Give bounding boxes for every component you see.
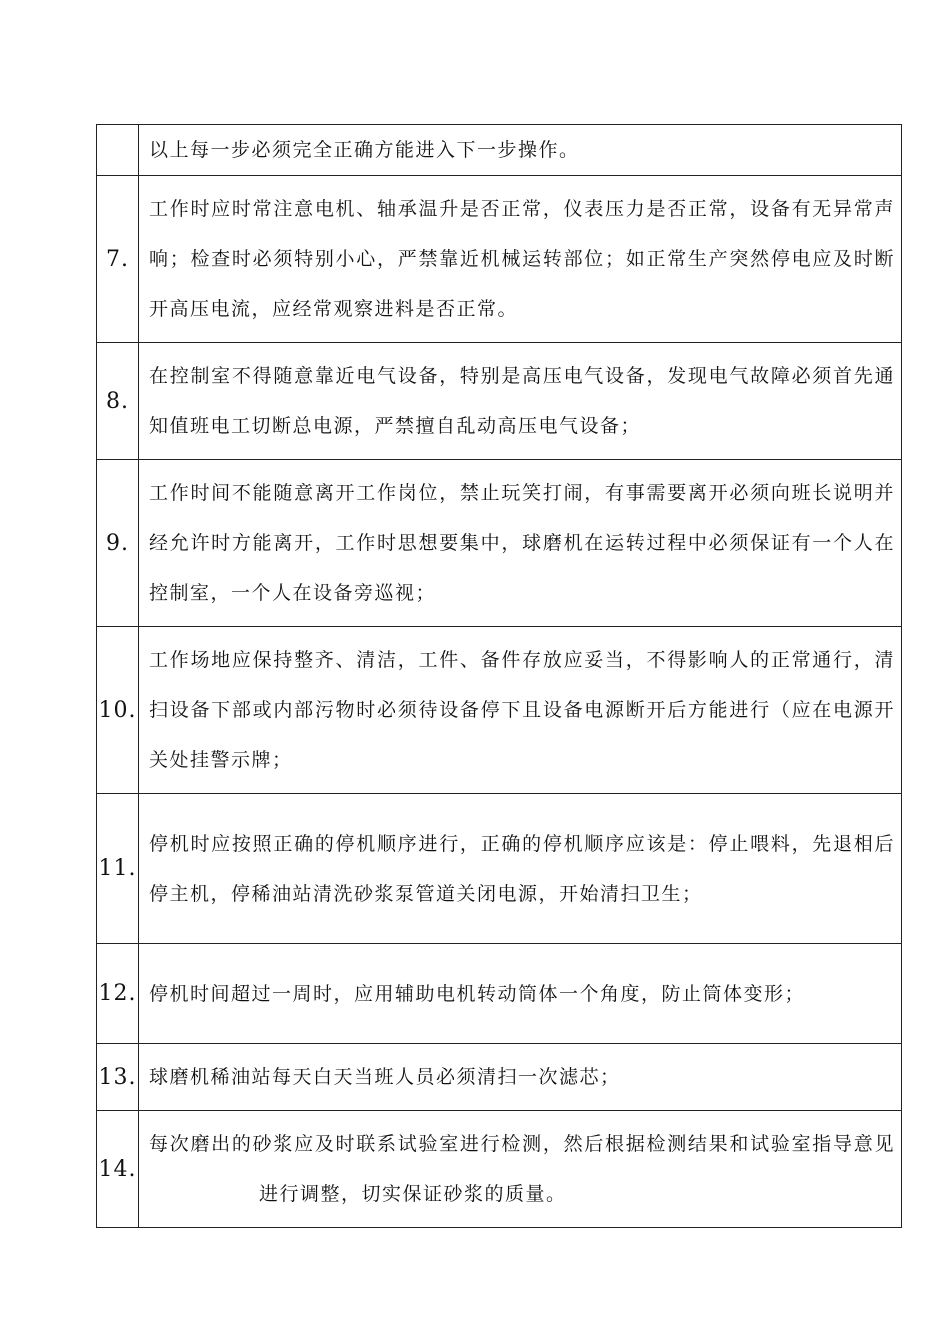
- row-text: 以上每一步必须完全正确方能进入下一步操作。: [139, 125, 902, 176]
- row-number: [97, 125, 139, 176]
- row-text-part-b: 进行调整，切实保证砂浆的质量。: [259, 1183, 567, 1205]
- row-text: 工作时间不能随意离开工作岗位，禁止玩笑打闹，有事需要离开必须向班长说明并经允许时方能离开，工作时思想要集中，球磨机在运转过程中必须保证有一个人在控制室，一个人在设备旁巡视；: [139, 460, 902, 627]
- row-number: 14.: [97, 1111, 139, 1228]
- table-row: [97, 176, 902, 343]
- row-number: 12.: [97, 944, 139, 1044]
- procedure-table: [96, 124, 902, 1228]
- table-row: [97, 460, 902, 627]
- row-number: 8.: [97, 343, 139, 460]
- table-row: [97, 125, 902, 176]
- table-row: [97, 794, 902, 944]
- row-text: 停机时应按照正确的停机顺序进行，正确的停机顺序应该是：停止喂料，先退相后停主机，停稀油站清洗砂浆泵管道关闭电源，开始清扫卫生；: [139, 794, 902, 944]
- row-text: [139, 1111, 902, 1228]
- row-number: 10.: [97, 627, 139, 794]
- table-row: [97, 1111, 902, 1228]
- row-number: 7.: [97, 176, 139, 343]
- table-row: [97, 944, 902, 1044]
- table-row: [97, 627, 902, 794]
- table-row: [97, 343, 902, 460]
- table-row: [97, 1044, 902, 1111]
- row-text: 工作场地应保持整齐、清洁，工件、备件存放应妥当，不得影响人的正常通行，清扫设备下部或内部污物时必须待设备停下且设备电源断开后方能进行（应在电源开关处挂警示牌；: [139, 627, 902, 794]
- row-text: 在控制室不得随意靠近电气设备，特别是高压电气设备，发现电气故障必须首先通知值班电工切断总电源，严禁擅自乱动高压电气设备；: [139, 343, 902, 460]
- row-text: 球磨机稀油站每天白天当班人员必须清扫一次滤芯；: [139, 1044, 902, 1111]
- row-number: 11.: [97, 794, 139, 944]
- row-text-part-a: 每次磨出的砂浆应及时联系试验室进行检测，然后根据检测结果和试验室指导意见: [149, 1133, 895, 1155]
- row-number: 9.: [97, 460, 139, 627]
- row-text: 工作时应时常注意电机、轴承温升是否正常，仪表压力是否正常，设备有无异常声响；检查时必须特别小心，严禁靠近机械运转部位；如正常生产突然停电应及时断开高压电流，应经常观察进料是否正常。: [139, 176, 902, 343]
- row-text: 停机时间超过一周时，应用辅助电机转动筒体一个角度，防止筒体变形；: [139, 944, 902, 1044]
- row-number: 13.: [97, 1044, 139, 1111]
